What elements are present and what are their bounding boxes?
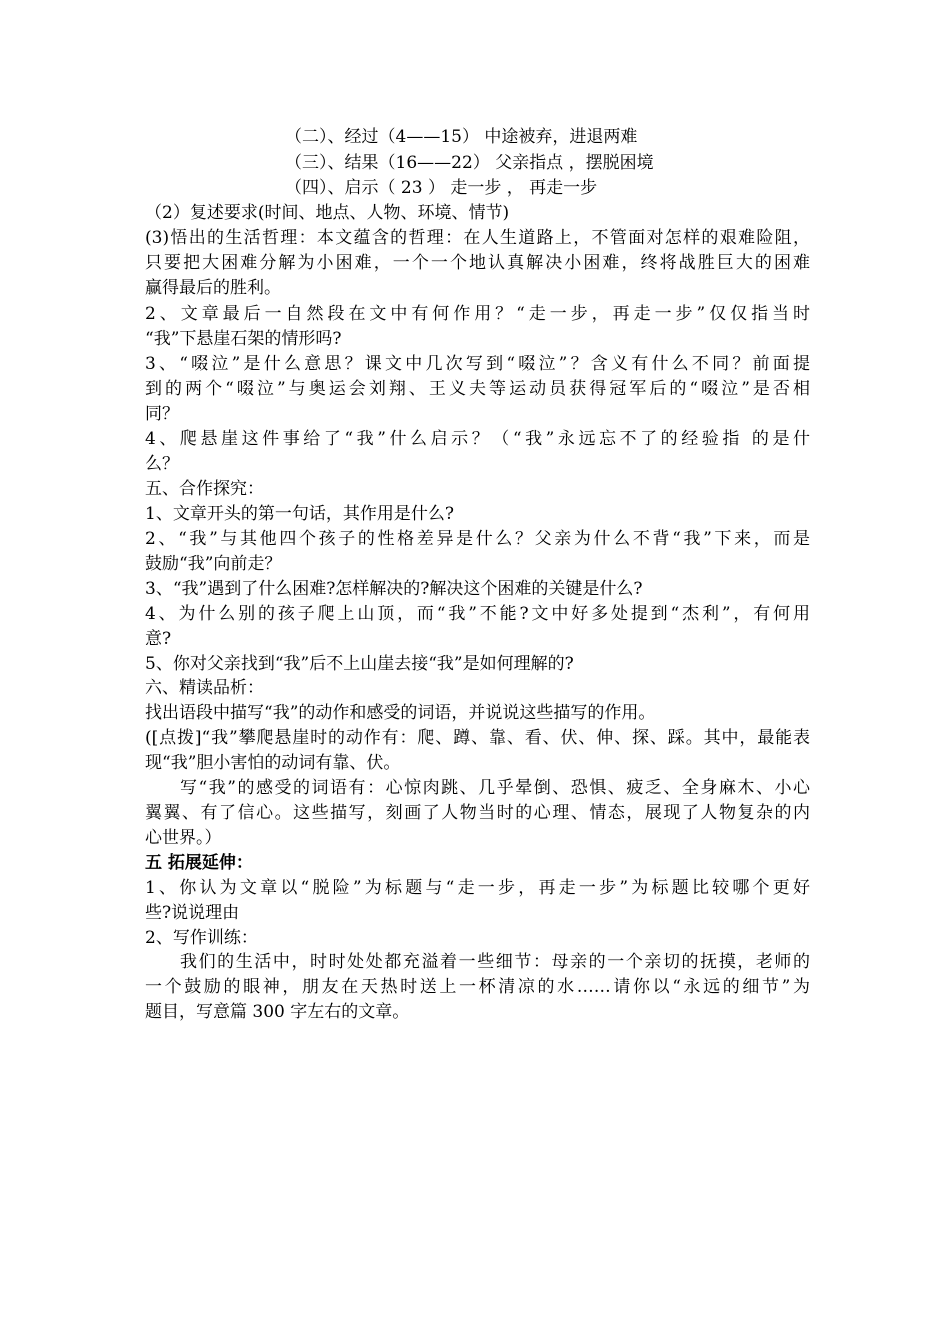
cooperative-q2-line-2: 鼓励“我”向前走？ <box>145 554 282 574</box>
philosophy-line-2: 只要把大困难分解为小困难，一个一个地认真解决小困难，终将战胜巨大的困难 <box>145 253 810 273</box>
question-3-line-3: 同？ <box>145 404 179 424</box>
cooperative-q1: 1、文章开头的第一句话，其作用是什么? <box>145 504 454 524</box>
writing-prompt-line-3: 题目，写意篇 300 字左右的文章。 <box>145 1002 410 1022</box>
hint-line-4: 翼翼、有了信心。这些描写，刻画了人物当时的心理、情态，展现了人物复杂的内 <box>145 803 810 823</box>
question-4-line-2: 么？ <box>145 454 179 474</box>
outline-line-4: （四）、启示（ 23 ） 走一步 ， 再走一步 <box>285 178 598 198</box>
retell-requirement: （2）复述要求(时间、地点、人物、环境、情节) <box>145 203 510 223</box>
cooperative-q3: 3、“我”遇到了什么困难?怎样解决的?解决这个困难的关键是什么? <box>145 579 643 599</box>
question-4-line-1: 4、爬悬崖这件事给了“我”什么启示？（“我”永远忘不了的经验指 的是什 <box>145 429 810 449</box>
extension-q1-line-2: 些?说说理由 <box>145 903 240 923</box>
question-2-line-1: 2、文章最后一自然段在文中有何作用？“走一步，再走一步”仅仅指当时 <box>145 304 810 324</box>
philosophy-line-3: 赢得最后的胜利。 <box>145 278 281 298</box>
section-heading-extension: 五 拓展延伸： <box>145 853 253 873</box>
hint-line-5: 心世界。） <box>145 828 222 848</box>
writing-prompt-line-2: 一个鼓励的眼神，朋友在天热时送上一杯清凉的水……请你以“永远的细节”为 <box>145 977 810 997</box>
cooperative-q5: 5、你对父亲找到“我”后不上山崖去接“我”是如何理解的? <box>145 654 574 674</box>
cooperative-q4-line-2: 意? <box>145 629 172 649</box>
question-2-line-2: “我”下悬崖石架的情形吗? <box>145 329 342 349</box>
section-heading-close-reading: 六、精读品析： <box>145 678 264 698</box>
hint-line-1: ([点拨]“我”攀爬悬崖时的动作有：爬、蹲、靠、看、伏、伸、探、踩。其中，最能表 <box>145 728 810 748</box>
outline-line-2: （二）、经过（4——15） 中途被弃，进退两难 <box>285 127 638 147</box>
section-heading-cooperative: 五、合作探究： <box>145 479 264 499</box>
outline-line-3: （三）、结果（16——22） 父亲指点 ，摆脱困境 <box>285 153 654 173</box>
hint-line-2: 现“我”胆小害怕的动词有靠、伏。 <box>145 753 401 773</box>
cooperative-q4-line-1: 4、为什么别的孩子爬上山顶，而“我”不能?文中好多处提到“杰利”，有何用 <box>145 604 810 624</box>
writing-prompt-line-1: 我们的生活中，时时处处都充溢着一些细节：母亲的一个亲切的抚摸，老师的 <box>180 952 810 972</box>
cooperative-q2-line-1: 2、“我”与其他四个孩子的性格差异是什么？父亲为什么不背“我”下来，而是 <box>145 529 810 549</box>
writing-training-heading: 2、写作训练： <box>145 928 258 948</box>
philosophy-line-1: (3)悟出的生活哲理：本文蕴含的哲理：在人生道路上，不管面对怎样的艰难险阻， <box>145 228 810 248</box>
question-3-line-1: 3、“啜泣”是什么意思？课文中几次写到“啜泣”？含义有什么不同？前面提 <box>145 354 810 374</box>
extension-q1-line-1: 1、你认为文章以“脱险”为标题与“走一步，再走一步”为标题比较哪个更好 <box>145 878 810 898</box>
close-reading-task: 找出语段中描写“我”的动作和感受的词语，并说说这些描写的作用。 <box>145 703 656 723</box>
hint-line-3: 写“我”的感受的词语有：心惊肉跳、几乎晕倒、恐惧、疲乏、全身麻木、小心 <box>180 778 810 798</box>
question-3-line-2: 到的两个“啜泣”与奥运会刘翔、王义夫等运动员获得冠军后的“啜泣”是否相 <box>145 379 810 399</box>
